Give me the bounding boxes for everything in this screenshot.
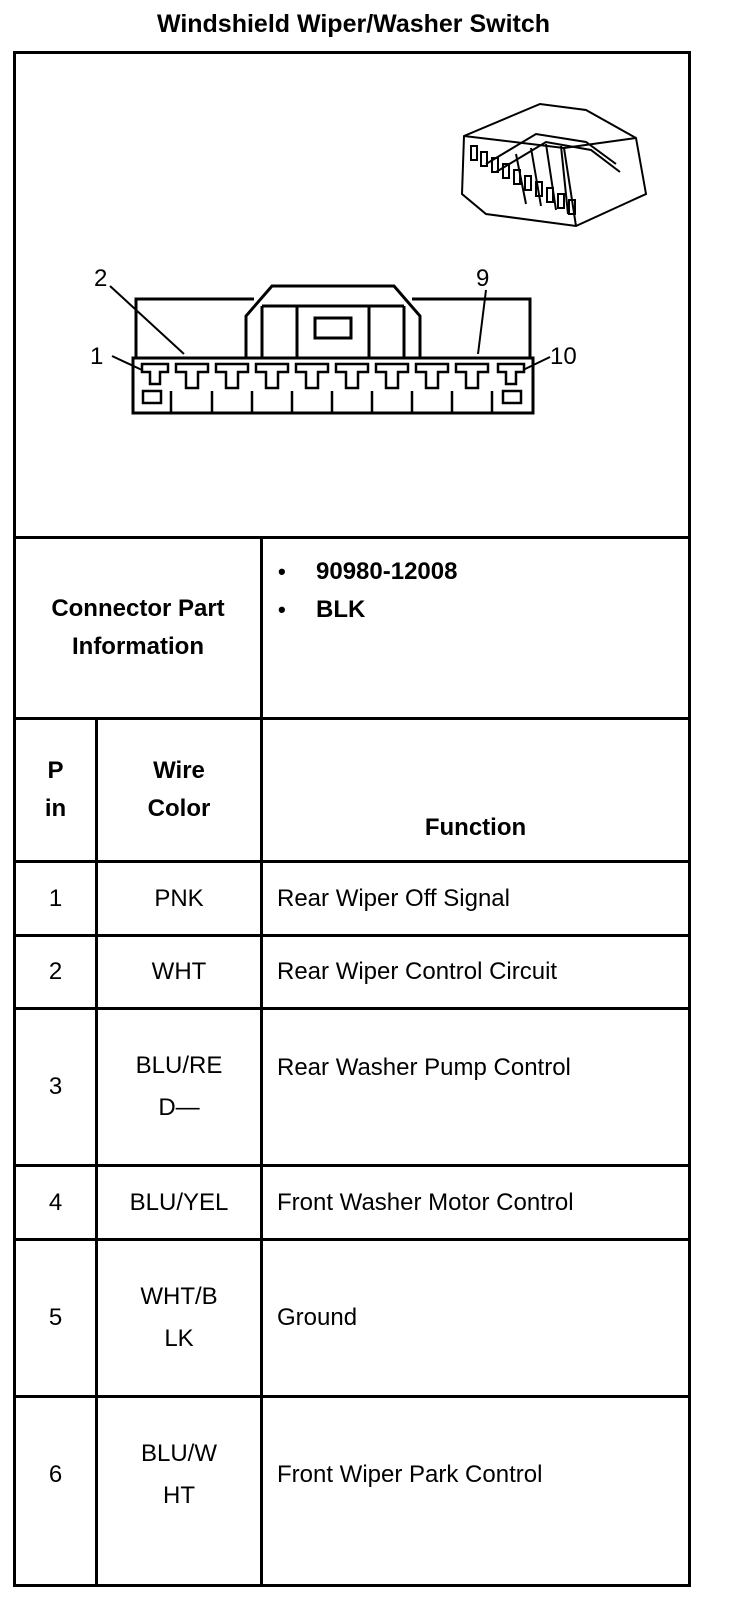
list-item: • BLK <box>278 596 366 623</box>
page-title: Windshield Wiper/Washer Switch <box>156 10 551 38</box>
function-cell: Rear Washer Pump Control <box>277 1054 571 1081</box>
pin-label-10: 10 <box>550 343 577 370</box>
pin-cavities <box>142 364 524 413</box>
pin-cell: 3 <box>48 1073 63 1100</box>
wire-color-cell <box>98 1241 260 1395</box>
pin-label-1: 1 <box>90 343 104 370</box>
pin-cell: 2 <box>48 958 63 985</box>
connector-3d-illustration <box>462 104 646 226</box>
function-cell: Rear Wiper Off Signal <box>277 884 510 912</box>
connector-info-label-line2: Information <box>71 633 204 660</box>
function-cell: Rear Wiper Control Circuit <box>277 958 558 985</box>
connector-color: BLK <box>316 596 366 623</box>
pin-header-line1: P <box>47 757 64 784</box>
wire-color-line2: D— <box>158 1094 200 1121</box>
connector-info-list <box>278 553 457 629</box>
pin-label-2: 2 <box>94 265 108 292</box>
wire-color-line1: WHT/B <box>140 1283 218 1310</box>
list-item: • 90980-12008 <box>278 558 458 585</box>
function-header: Function <box>424 814 527 841</box>
pin-cell: 5 <box>48 1304 63 1331</box>
pin-cell: 1 <box>48 884 63 912</box>
pin-header <box>16 720 95 860</box>
pin-label-9: 9 <box>476 265 490 292</box>
connector-table <box>13 51 691 1587</box>
wire-color-cell: PNK <box>154 884 204 912</box>
wire-color-line2: LK <box>164 1325 194 1352</box>
connector-diagram <box>16 54 688 536</box>
wire-color-cell: BLU/YEL <box>129 1188 229 1216</box>
function-cell: Front Wiper Park Control <box>277 1461 543 1488</box>
connector-info-label-line1: Connector Part <box>51 595 225 622</box>
function-cell: Ground <box>277 1304 358 1331</box>
wire-color-cell <box>98 1010 260 1164</box>
pin-cell: 4 <box>48 1188 63 1216</box>
wire-header-line1: Wire <box>153 757 205 784</box>
wire-color-cell: WHT <box>151 958 207 985</box>
connector-part-number: 90980-12008 <box>316 558 458 585</box>
wire-color-line2: HT <box>162 1482 195 1509</box>
pin-cell: 6 <box>48 1461 63 1488</box>
wire-color-line1: BLU/W <box>140 1440 217 1467</box>
connector-info-values <box>16 539 688 717</box>
wire-color-line1: BLU/RE <box>135 1052 223 1079</box>
pin-header-line2: in <box>44 795 67 822</box>
wire-color-header <box>98 720 260 860</box>
wire-color-cell <box>98 1398 260 1552</box>
function-cell: Front Washer Motor Control <box>277 1188 574 1216</box>
wire-header-line2: Color <box>147 795 211 822</box>
